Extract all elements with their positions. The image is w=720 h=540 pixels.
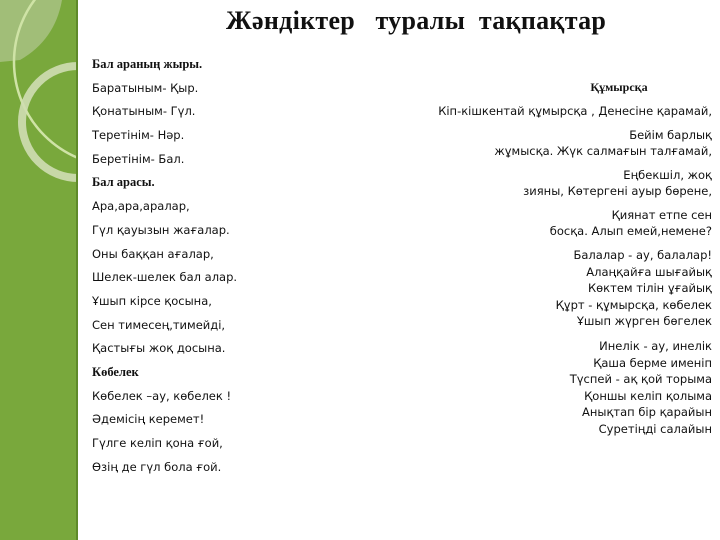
poem-line: Еңбекшіл, жоқ: [623, 168, 712, 182]
poem-line: Беретінім- Бал.: [92, 151, 185, 166]
poem-line: Ұшып жүрген бөгелек: [576, 314, 712, 329]
poem-line: зияны, Көтергені ауыр бөрене,: [523, 184, 712, 198]
poem-heading: Бал арасы.: [92, 175, 155, 190]
stanza: [372, 127, 712, 159]
poem-line: Алаңқайға шығайық: [586, 264, 712, 279]
poem-line: Ара,ара,аралар,: [92, 199, 190, 214]
poem-line: Анықтап бір қарайын: [582, 405, 712, 420]
poem-heading-kumyrska: Құмырсқа: [590, 80, 648, 94]
poem-line: Қастығы жоқ досына.: [92, 341, 226, 356]
poem-line: Бейім барлық: [629, 128, 712, 142]
poem-line: Қаша берме именіп: [593, 355, 712, 370]
poem-line: Әдемісің керемет!: [92, 412, 205, 427]
poem-line: Құрт - құмырсқа, көбелек: [555, 297, 712, 312]
poem-line: Теретінім- Нәр.: [92, 128, 185, 143]
right-poem-column: [372, 80, 712, 446]
left-poem-column: [92, 55, 392, 481]
poem-line: босқа. Алып емей,немене?: [549, 224, 712, 238]
poem-line: Гүл қауызын жағалар.: [92, 222, 230, 237]
poem-line: Түспей - ақ қой торыма: [569, 372, 712, 387]
stanza: [372, 338, 712, 438]
stanza: [372, 167, 712, 199]
poem-line: Кіп-кішкентай құмырсқа , Денесіне қарамай,: [438, 104, 712, 118]
poem-line: Шелек-шелек бал алар.: [92, 270, 238, 285]
poem-line: Оны баққан ағалар,: [92, 246, 214, 261]
poem-line: Қоншы келіп қолыма: [584, 388, 712, 403]
poem-line: Баратыным- Қыр.: [92, 80, 199, 95]
poem-line: Сен тимесең,тимейді,: [92, 317, 226, 332]
poem-line: Балалар - ау, балалар!: [573, 248, 712, 262]
stanza-list: [372, 103, 712, 438]
poem-line: Көбелек –ау, көбелек !: [92, 388, 232, 403]
poem-line: Инелік - ау, инелік: [599, 338, 712, 353]
poem-line: жұмысқа. Жүк салмағын талғамай,: [494, 144, 712, 158]
poem-heading: Көбелек: [92, 364, 139, 379]
poem-line: Суретіңді салайын: [598, 421, 712, 436]
poem-line: Гүлге келіп қона ғой,: [92, 436, 223, 450]
stanza: [372, 103, 712, 119]
poem-line: Ұшып кірсе қосына,: [92, 293, 212, 308]
poem-line: Өзің де гүл бола ғой.: [92, 459, 222, 474]
poem-heading: Бал араның жыры.: [92, 57, 203, 71]
poem-line: Көктем тілін ұғайық: [587, 281, 712, 296]
poem-line: Қиянат етпе сен: [611, 208, 712, 222]
stanza: [372, 247, 712, 330]
decorative-sidebar: [0, 0, 78, 540]
poem-line: Қонатыным- Гүл.: [92, 104, 196, 119]
stanza: [372, 207, 712, 239]
page-title: Жәндіктер туралы тақпақтар: [226, 6, 607, 35]
decorative-circles-icon: [0, 0, 78, 540]
